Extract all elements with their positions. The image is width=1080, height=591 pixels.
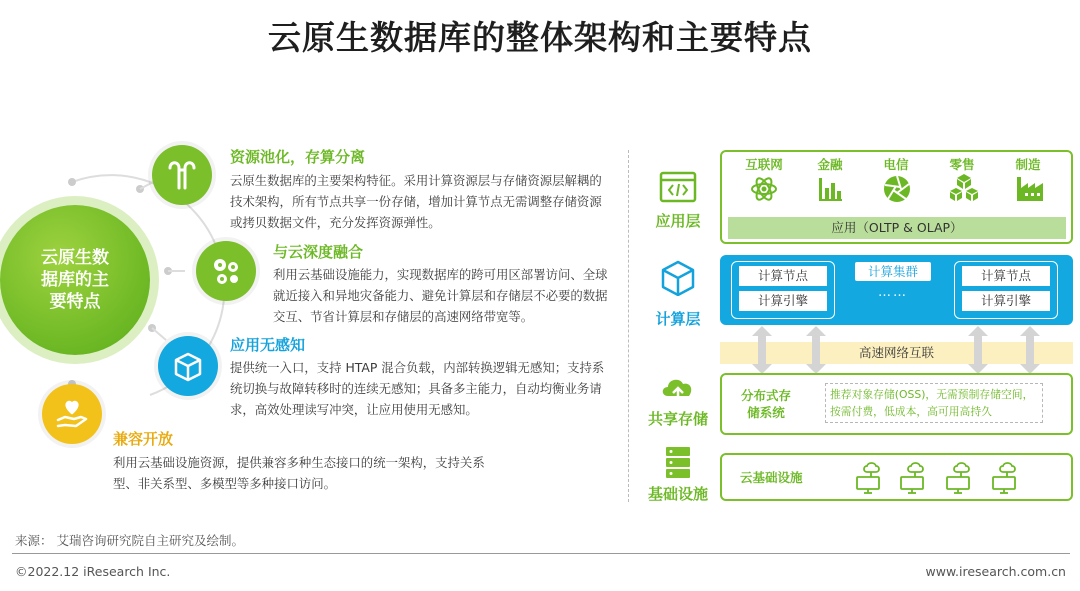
compute-node-group-right — [954, 261, 1058, 319]
code-window-icon — [658, 170, 698, 206]
feature-desc-transparent: 提供统一入口，支持 HTAP 混合负载，内部转换逻辑无感知；支持系统切换与故障转移时的连续无感知；具备多主能力，自动均衡业务请求，高效处理读写冲突，让应用使用无感知。 — [230, 360, 605, 417]
feature-desc-open: 利用云基础设施资源，提供兼容多种生态接口的统一架构，支持关系型、非关系型、多模型等多种接口访问。 — [113, 455, 485, 491]
section-divider — [628, 150, 629, 502]
cloud-computer-icons — [855, 462, 1035, 496]
network-bar: 高速网络互联 — [720, 342, 1073, 364]
industry-label-internet: 互联网 — [745, 157, 783, 172]
compute-engine-label: 计算引擎 — [739, 291, 827, 311]
box-icon — [158, 336, 218, 396]
cube-icon — [658, 260, 698, 296]
factory-icon — [1014, 174, 1046, 204]
cloud-upload-icon — [658, 372, 698, 408]
feature-title-pooling: 资源池化，存算分离 — [230, 148, 366, 166]
feature-title-open: 兼容开放 — [113, 430, 174, 448]
website-link[interactable]: www.iresearch.com.cn — [925, 564, 1066, 579]
compute-engine-label: 计算引擎 — [962, 291, 1050, 311]
storage-note: 推荐对象存储(OSS)，无需预制存储空间，按需付费，低成本，高可用高持久 — [825, 383, 1043, 423]
feature-desc-pooling: 云原生数据库的主要架构特征。采用计算资源层与存储资源层解耦的技术架构，所有节点共享一份存储，增加计算节点无需调整存储资源或拷贝数据文件，充分发挥资源弹性。 — [230, 173, 602, 230]
industry-label-manufacturing: 制造 — [1015, 157, 1041, 172]
storage-title: 分布式存储系统 — [740, 388, 791, 420]
compute-node-group-left — [731, 261, 835, 319]
feature-desc-cloud: 利用云基础设施能力，实现数据库的跨可用区部署访问、全球就近接入和异地灾备能力、避免计算层和存储层不必要的数据交互、节省计算层和存储层的高速网络带宽等。 — [273, 267, 608, 324]
feature-title-transparent: 应用无感知 — [230, 336, 306, 354]
copyright: ©2022.12 iResearch Inc. — [15, 564, 171, 579]
aperture-icon — [882, 174, 912, 204]
double-arrow-connectors — [720, 326, 1073, 374]
cubes-icon — [948, 172, 980, 204]
compute-node-label: 计算节点 — [962, 266, 1050, 286]
compute-node-label: 计算节点 — [739, 266, 827, 286]
layer-label-infra: 基础设施 — [647, 485, 708, 503]
footer-divider — [12, 553, 1070, 554]
cells-icon — [196, 241, 256, 301]
industry-label-finance: 金融 — [817, 157, 843, 172]
industry-label-retail: 零售 — [949, 157, 975, 172]
atom-icon — [750, 174, 778, 204]
infra-title: 云基础设施 — [740, 470, 803, 485]
hand-heart-icon — [42, 384, 102, 444]
feature-title-cloud: 与云深度融合 — [273, 243, 364, 261]
gemini-symbol-icon — [152, 145, 212, 205]
compute-cluster-label: 计算集群 — [855, 262, 931, 281]
app-bar: 应用（OLTP & OLAP） — [728, 217, 1066, 239]
server-icon — [658, 445, 698, 481]
ellipsis: …… — [878, 285, 908, 300]
bar-chart-icon — [816, 174, 844, 204]
layer-label-storage: 共享存储 — [647, 410, 708, 428]
page-title: 云原生数据库的整体架构和主要特点 — [268, 18, 812, 57]
source-note: 来源： 艾瑞咨询研究院自主研究及绘制。 — [15, 533, 244, 548]
layer-label-app: 应用层 — [655, 212, 701, 230]
industry-label-telecom: 电信 — [883, 157, 909, 172]
layer-label-compute: 计算层 — [655, 310, 701, 328]
features-hub-circle — [0, 205, 150, 355]
hub-label: 云原生数据库的主要特点 — [41, 248, 109, 312]
